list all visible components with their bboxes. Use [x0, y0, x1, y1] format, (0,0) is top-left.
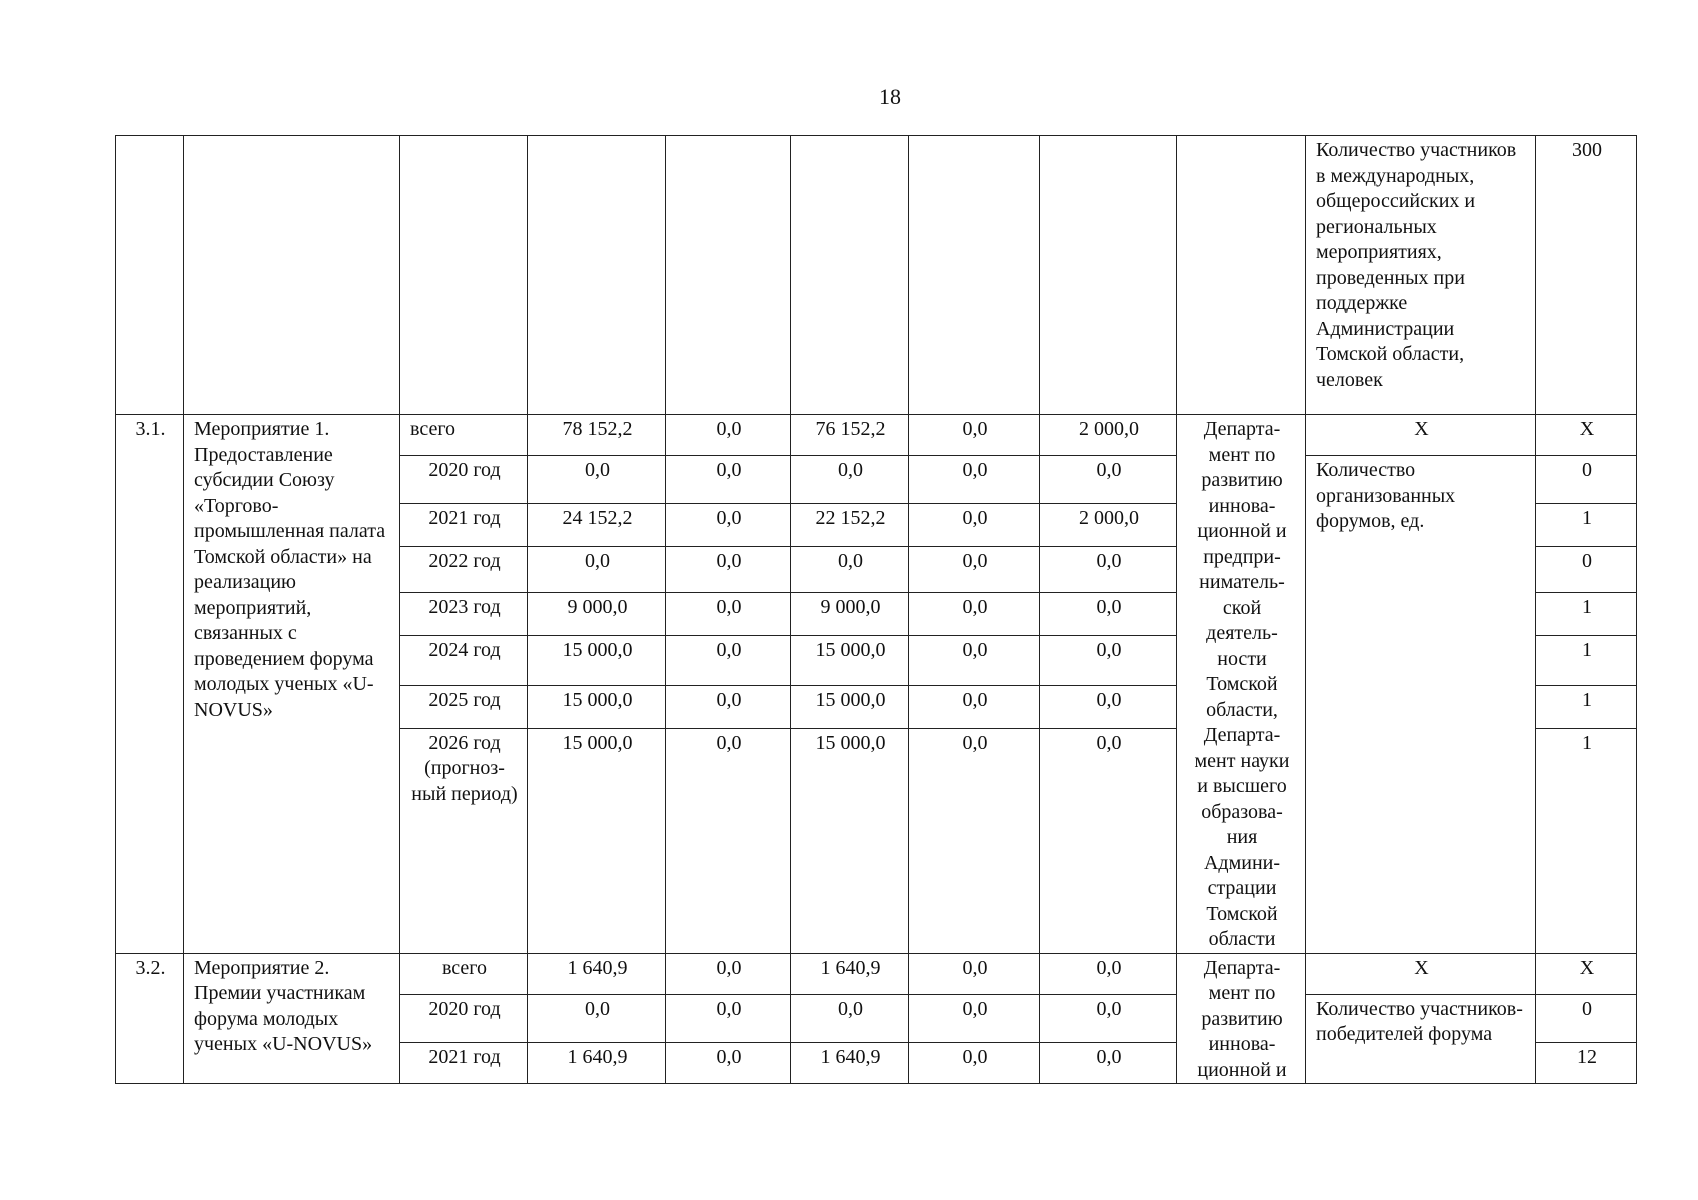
item-number-cell: 3.1.	[116, 415, 184, 954]
period-cell: 2023 год	[400, 592, 528, 635]
regional-cell: 1 640,9	[791, 1043, 909, 1084]
department-cell: Департа-мент по развитию иннова-ционной и предпри-ниматель-ской деятель-ности Томской области, Департа-мент науки и высшего образова-ния Админи-страции Томской области	[1177, 415, 1306, 954]
federal-cell: 0,0	[666, 592, 791, 635]
table-row	[116, 415, 1637, 456]
total-cell: 1 640,9	[528, 1043, 666, 1084]
indicator-value-cell: 0	[1536, 994, 1637, 1043]
total-cell: 0,0	[528, 994, 666, 1043]
regional-cell: 22 152,2	[791, 503, 909, 546]
page-number: 18	[879, 84, 901, 109]
other-cell: 0,0	[1040, 685, 1177, 728]
regional-cell: 15 000,0	[791, 685, 909, 728]
local-cell: 0,0	[909, 728, 1040, 953]
indicator-cell: Х	[1306, 415, 1536, 456]
item-number-cell: 3.2.	[116, 953, 184, 1084]
regional-cell: 9 000,0	[791, 592, 909, 635]
period-cell: 2025 год	[400, 685, 528, 728]
local-cell: 0,0	[909, 635, 1040, 685]
total-cell: 15 000,0	[528, 728, 666, 953]
period-cell: всего	[400, 953, 528, 994]
other-cell: 0,0	[1040, 546, 1177, 592]
indicator-cell: Х	[1306, 953, 1536, 994]
indicator-value-cell: 1	[1536, 503, 1637, 546]
federal-cell: 0,0	[666, 546, 791, 592]
local-cell: 0,0	[909, 503, 1040, 546]
item-title-cell: Мероприятие 1. Предоставление субсидии Союзу «Торгово-промышленная палата Томской области» на реализацию мероприятий, связанных с проведением форума молодых ученых «U-NOVUS»	[184, 415, 400, 954]
total-cell: 78 152,2	[528, 415, 666, 456]
period-cell: 2026 год (прогноз-ный период)	[400, 728, 528, 953]
regional-cell: 15 000,0	[791, 728, 909, 953]
indicator-value-cell: 12	[1536, 1043, 1637, 1084]
period-cell: 2022 год	[400, 546, 528, 592]
total-cell: 1 640,9	[528, 953, 666, 994]
period-cell: всего	[400, 415, 528, 456]
indicator-cell: Количество организованных форумов, ед.	[1306, 456, 1536, 954]
regional-cell: 0,0	[791, 994, 909, 1043]
other-cell: 0,0	[1040, 953, 1177, 994]
table-row	[116, 953, 1637, 994]
local-cell: 0,0	[909, 1043, 1040, 1084]
period-cell: 2020 год	[400, 994, 528, 1043]
indicator-value-cell: 1	[1536, 635, 1637, 685]
regional-cell: 0,0	[791, 456, 909, 504]
total-cell: 15 000,0	[528, 685, 666, 728]
regional-cell	[791, 136, 909, 415]
item-title-cell: Мероприятие 2. Премии участникам форума молодых ученых «U-NOVUS»	[184, 953, 400, 1084]
other-cell: 0,0	[1040, 728, 1177, 953]
period-cell: 2021 год	[400, 1043, 528, 1084]
regional-cell: 0,0	[791, 546, 909, 592]
federal-cell: 0,0	[666, 456, 791, 504]
other-cell	[1040, 136, 1177, 415]
total-cell: 0,0	[528, 456, 666, 504]
federal-cell: 0,0	[666, 1043, 791, 1084]
indicator-cell: Количество участников-победителей форума	[1306, 994, 1536, 1084]
indicator-cell: Количество участников в международных, общероссийских и региональных мероприятиях, проведенных при поддержке Администрации Томской области, человек	[1306, 136, 1536, 415]
other-cell: 0,0	[1040, 994, 1177, 1043]
federal-cell: 0,0	[666, 994, 791, 1043]
federal-cell: 0,0	[666, 728, 791, 953]
department-cell: Департа-мент по развитию иннова-ционной и	[1177, 953, 1306, 1084]
other-cell: 0,0	[1040, 635, 1177, 685]
federal-cell: 0,0	[666, 953, 791, 994]
regional-cell: 76 152,2	[791, 415, 909, 456]
total-cell: 0,0	[528, 546, 666, 592]
local-cell: 0,0	[909, 456, 1040, 504]
federal-cell: 0,0	[666, 415, 791, 456]
indicator-value-cell: 1	[1536, 685, 1637, 728]
department-cell	[1177, 136, 1306, 415]
federal-cell: 0,0	[666, 685, 791, 728]
federal-cell: 0,0	[666, 503, 791, 546]
federal-cell: 0,0	[666, 635, 791, 685]
other-cell: 0,0	[1040, 456, 1177, 504]
title-cell	[184, 136, 400, 415]
indicator-value-cell: 0	[1536, 456, 1637, 504]
total-cell: 15 000,0	[528, 635, 666, 685]
other-cell: 0,0	[1040, 592, 1177, 635]
other-cell: 2 000,0	[1040, 415, 1177, 456]
total-cell	[528, 136, 666, 415]
local-cell: 0,0	[909, 415, 1040, 456]
local-cell: 0,0	[909, 953, 1040, 994]
total-cell: 9 000,0	[528, 592, 666, 635]
other-cell: 0,0	[1040, 1043, 1177, 1084]
program-table	[115, 135, 1637, 1084]
indicator-value-cell: 0	[1536, 546, 1637, 592]
indicator-value-cell: 1	[1536, 728, 1637, 953]
period-cell: 2024 год	[400, 635, 528, 685]
local-cell	[909, 136, 1040, 415]
local-cell: 0,0	[909, 994, 1040, 1043]
regional-cell: 1 640,9	[791, 953, 909, 994]
local-cell: 0,0	[909, 546, 1040, 592]
regional-cell: 15 000,0	[791, 635, 909, 685]
period-cell: 2021 год	[400, 503, 528, 546]
indicator-value-cell: Х	[1536, 953, 1637, 994]
indicator-value-cell: 1	[1536, 592, 1637, 635]
indicator-value-cell: Х	[1536, 415, 1637, 456]
other-cell: 2 000,0	[1040, 503, 1177, 546]
period-cell: 2020 год	[400, 456, 528, 504]
period-cell	[400, 136, 528, 415]
federal-cell	[666, 136, 791, 415]
total-cell: 24 152,2	[528, 503, 666, 546]
number-cell	[116, 136, 184, 415]
indicator-value-cell: 300	[1536, 136, 1637, 415]
local-cell: 0,0	[909, 592, 1040, 635]
local-cell: 0,0	[909, 685, 1040, 728]
table-row	[116, 136, 1637, 415]
